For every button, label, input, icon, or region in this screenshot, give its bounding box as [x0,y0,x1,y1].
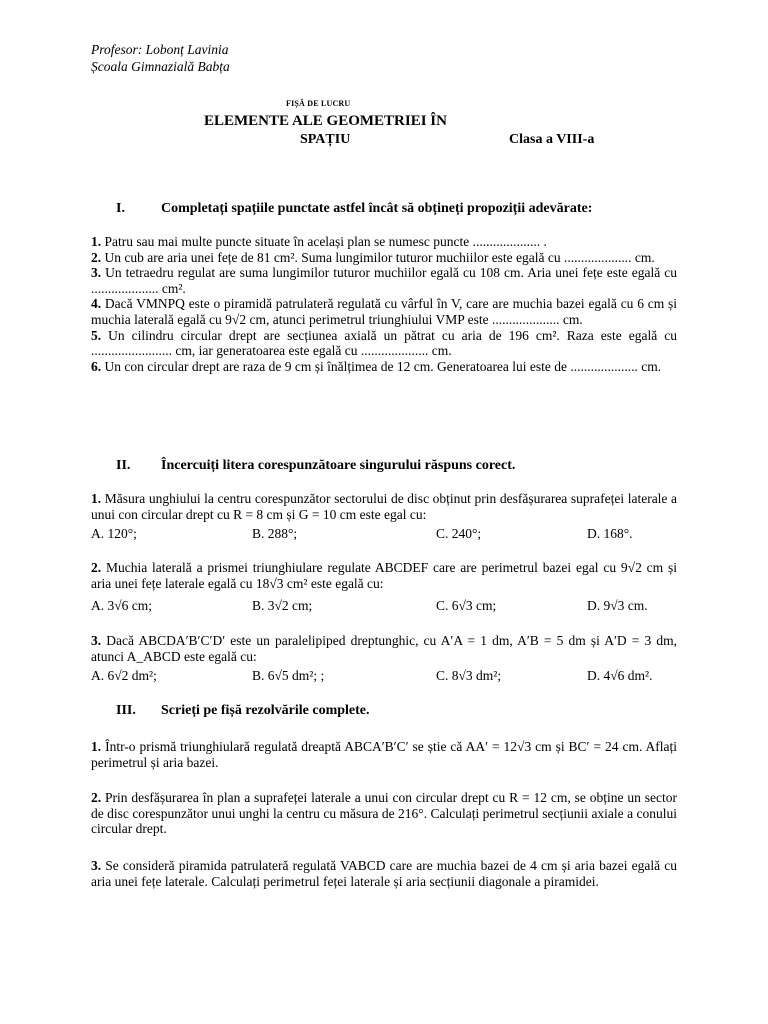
section-title: Scrieți pe fișă rezolvările complete. [161,703,370,718]
section-heading-2 [116,458,515,474]
list-item: 6. Un con circular drept are raza de 9 cm și înălțimea de 12 cm. Generatoarea lui este de .................... cm. [91,358,662,374]
list-item: 4. Dacă VMNPQ este o piramidă patrulateră regulată cu vârful în V, care are muchia bazei egală cu 6 cm și muchia laterală egală cu 9√2 cm, atunci perimetrul triunghiului VMP este .................... cm. [91,296,678,327]
list-item: 2. Un cub are aria unei fețe de 81 cm². Suma lungimilor tuturor muchiilor este egală cu .................... cm. [91,249,655,265]
part2-question-1: 1. Măsura unghiului la centru corespunzător sectorului de disc obținut prin desfășurarea suprafeței laterale a unui con circular drept cu R = 8 cm și G = 10 cm este egal cu: [91,491,678,522]
section-number: I. [116,201,125,216]
option-d[interactable]: D. 9√3 cm. [587,598,648,613]
section-title: Completați spațiile punctate astfel încât să obțineți propoziții adevărate: [161,201,593,216]
school-name: Școala Gimnazială Babța [91,59,230,74]
part3-problem-1: 1. Într-o prismă triunghiulară regulată dreaptă ABCA′B′C′ se știe că AA′ = 12√3 cm și BC′ = 24 cm. Aflați perimetrul și aria bazei. [91,739,678,770]
option-b[interactable]: B. 3√2 cm; [252,598,313,613]
part3-problem-2: 2. Prin desfășurarea în plan a suprafeței laterale a unui con circular drept cu R = 12 cm, se obține un sector de disc corespunzător unui unghi la centru cu măsura de 216°. Calculați perimetrul secțiunii axiale a conului circular drept. [91,790,677,837]
option-d[interactable]: D. 4√6 dm². [587,668,653,683]
worksheet-title-line1: ELEMENTE ALE GEOMETRIEI ÎN [204,113,447,129]
option-a[interactable]: A. 120°; [91,526,137,541]
option-b[interactable]: B. 6√5 dm²; ; [252,668,325,683]
worksheet-kicker: FIȘĂ DE LUCRU [286,99,351,108]
option-a[interactable]: A. 3√6 cm; [91,598,153,613]
option-a[interactable]: A. 6√2 dm²; [91,668,157,683]
list-item: 5. Un cilindru circular drept are secțiunea axială un pătrat cu aria de 196 cm². Raza este egală cu ........................ cm, iar generatoarea este egală cu .................... cm. [91,327,677,359]
class-label: Clasa a VIII-a [509,132,595,147]
section-title: Încercuiți litera corespunzătoare singurului răspuns corect. [161,458,516,473]
list-item: 3. Un tetraedru regulat are suma lungimilor tuturor muchiilor egală cu 108 cm. Aria unei fețe este egală cu .................... cm². [91,265,677,296]
option-c[interactable]: C. 6√3 cm; [436,598,497,613]
option-c[interactable]: C. 240°; [436,526,482,541]
section-number: III. [116,703,136,718]
teacher-name: Profesor: Lobonț Lavinia [91,42,229,57]
part2-question-2: 2. Muchia laterală a prismei triunghiulare regulate ABCDEF care are perimetrul bazei egal cu 9√2 cm și aria unei fețe laterale egală cu 18√3 cm² este egală cu: [91,560,677,591]
option-b[interactable]: B. 288°; [252,526,298,541]
option-c[interactable]: C. 8√3 dm²; [436,668,502,683]
section-heading-3 [116,703,370,719]
part2-question-3: 3. Dacă ABCDA′B′C′D′ este un paralelipiped dreptunghic, cu A′A = 1 dm, A′B = 5 dm și A′D = 3 dm, atunci A_ABCD este egală cu: [91,633,678,664]
option-d[interactable]: D. 168°. [587,526,633,541]
section-number: II. [116,458,131,473]
list-item: 1. Patru sau mai multe puncte situate în același plan se numesc puncte .................... . [91,234,547,249]
worksheet-title-line2: SPAȚIU [300,132,351,147]
part3-problem-3: 3. Se consideră piramida patrulateră regulată VABCD care are muchia bazei de 4 cm și aria bazei egală cu aria unei fețe laterale. Calculați perimetrul feței laterale și aria secțiunii diagonale a piramidei. [91,858,677,889]
part1-items [91,234,677,374]
section-heading-1 [116,201,592,217]
